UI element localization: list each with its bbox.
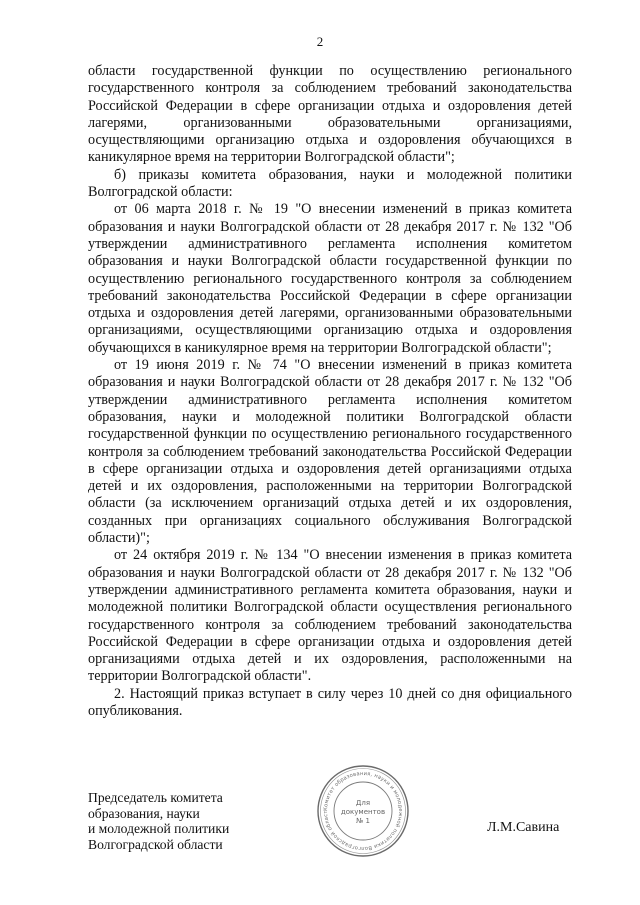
- official-seal: [316, 764, 410, 858]
- paragraph-effective-date: 2. Настоящий приказ вступает в силу через 10 дней со дня официального опубликования.: [88, 685, 572, 719]
- seal-center-line: Для: [355, 799, 371, 807]
- seal-center-line: документов: [340, 808, 386, 816]
- page-number: 2: [316, 34, 324, 49]
- paragraph-continuation: области государственной функции по осуществлению регионального государственного контроля за соблюдением требований законодательства Российской Федерации в сфере организации отдыха и оздоровления детей лагерями, организованными образовательными организациями, осуществляющими организацию отдыха и оздоровления обучающихся в каникулярное время на территории Волгоградской области";: [88, 63, 572, 166]
- signatory-title-line: Волгоградской области: [88, 836, 223, 852]
- signatory-title-line: Председатель комитета: [88, 790, 223, 805]
- signatory-name: Л.М.Савина: [487, 820, 560, 835]
- signatory-title-line: и молодежной политики: [88, 821, 230, 837]
- signatory-title: [88, 790, 229, 852]
- document-body: [88, 63, 572, 720]
- paragraph-order-2018: от 06 марта 2018 г. № 19 "О внесении изменений в приказ комитета образования и науки Волгоградской области от 28 декабря 2017 г. № 132 "Об утверждении административного регламента исполнения комитетом образования и науки Волгоградской области государственной функции по осуществлению регионального государственного контроля за соблюдением требований законодательства Российской Федерации в сфере организации отдыха и оздоровления детей лагерями, организованными образовательными организациями, осуществляющими организацию отдыха и оздоровления обучающихся в каникулярное время на территории Волгоградской области";: [88, 201, 572, 356]
- paragraph-orders-list-intro: б) приказы комитета образования, науки и молодежной политики Волгоградской области:: [88, 166, 572, 201]
- paragraph-order-2019-june: от 19 июня 2019 г. № 74 "О внесении изменений в приказ комитета образования и науки Волгоградской области от 28 декабря 2017 г. № 132 "Об утверждении административного регламента исполнения комитетом образования, науки и молодежной политики Волгоградской области государственной функции по осуществлению регионального государственного контроля за соблюдением требований законодательства Российской Федерации в сфере организации отдыха и оздоровления детей организациями отдыха детей и их оздоровления, расположенными на территории Волгоградской области (за исключением организаций отдыха детей и их оздоровления, созданных при организациях социального обслуживания Волгоградской области)";: [88, 357, 572, 547]
- signatory-title-line: образования, науки: [88, 805, 200, 821]
- paragraph-order-2019-october: от 24 октября 2019 г. № 134 "О внесении изменения в приказ комитета образования и науки Волгоградской области от 28 декабря 2017 г. № 132 "Об утверждении административного регламента комитета образования, науки и молодежной политики Волгоградской области осуществления регионального государственного контроля за соблюдением требований законодательства Российской Федерации в сфере организации отдыха и оздоровления детей организациями отдыха детей и их оздоровления, расположенными на территории Волгоградской области".: [88, 547, 572, 685]
- seal-center-line: № 1: [356, 817, 370, 825]
- seal-ring-text: Комитет образования, науки и молодежной политики Волгоградской област: [322, 770, 404, 852]
